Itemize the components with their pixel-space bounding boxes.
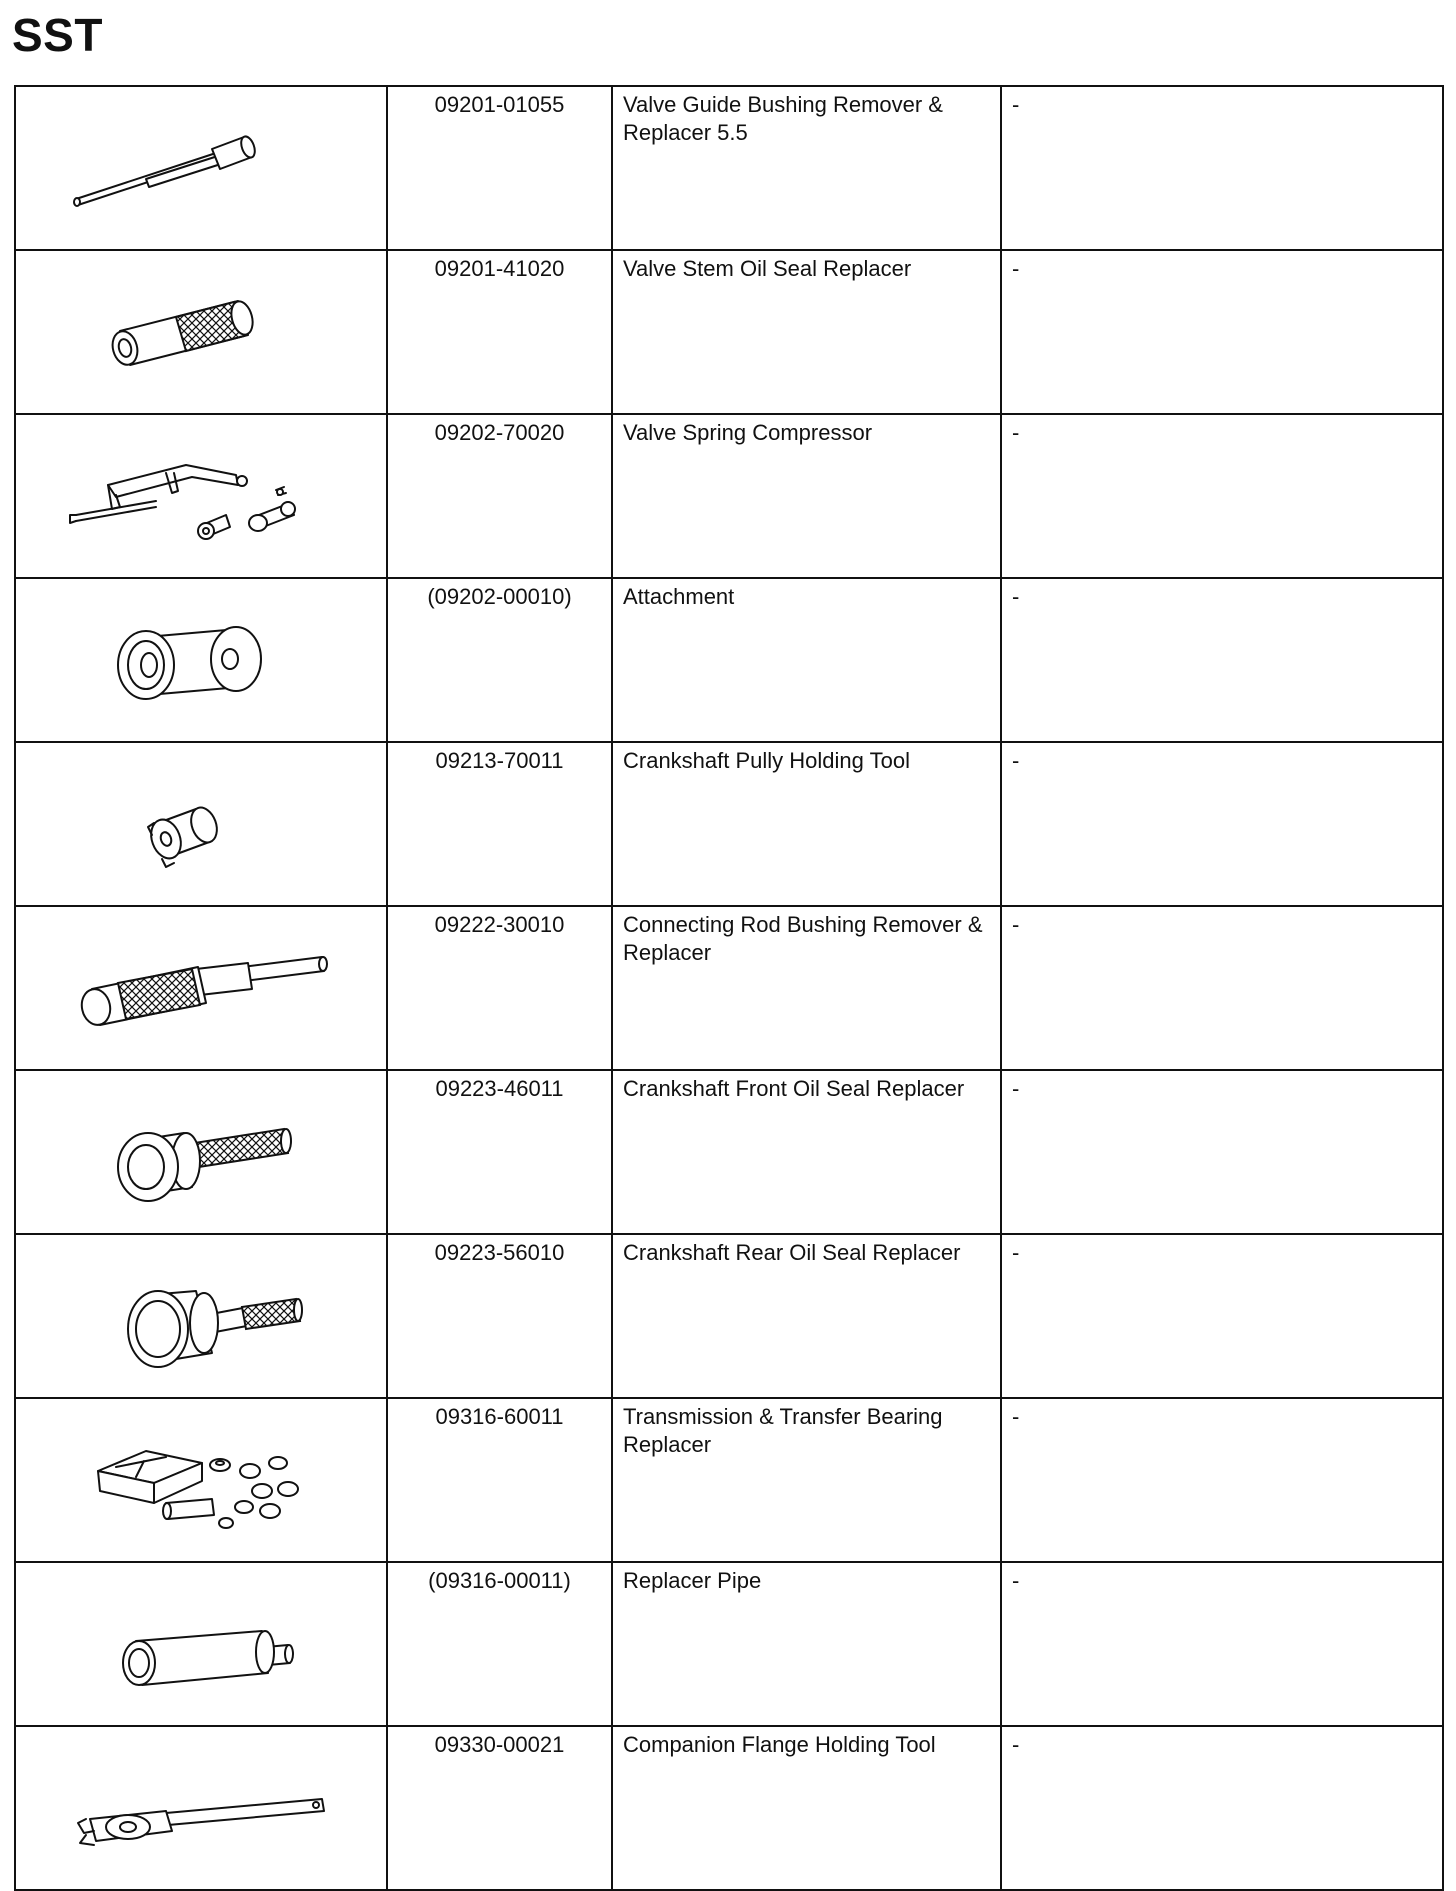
tool-name: Crankshaft Front Oil Seal Replacer <box>612 1070 1001 1234</box>
valve-guide-bushing-remover-icon <box>16 87 386 245</box>
table-row <box>15 250 1443 414</box>
tool-illustration-cell <box>15 906 387 1070</box>
attachment-icon <box>16 579 386 737</box>
page-title: SST <box>12 9 103 61</box>
table-row <box>15 1234 1443 1398</box>
part-number: 09202-70020 <box>387 414 612 578</box>
note: - <box>1001 1726 1443 1890</box>
table-row <box>15 86 1443 250</box>
part-number: 09330-00021 <box>387 1726 612 1890</box>
table-row <box>15 1398 1443 1562</box>
tool-name: Companion Flange Holding Tool <box>612 1726 1001 1890</box>
tool-illustration-cell <box>15 1726 387 1890</box>
valve-stem-oil-seal-replacer-icon <box>16 251 386 409</box>
sst-table <box>14 85 1444 1891</box>
tool-illustration-cell <box>15 578 387 742</box>
note: - <box>1001 906 1443 1070</box>
tool-illustration-cell <box>15 414 387 578</box>
note: - <box>1001 742 1443 906</box>
note: - <box>1001 1562 1443 1726</box>
tool-illustration-cell <box>15 1070 387 1234</box>
tool-illustration-cell <box>15 250 387 414</box>
crankshaft-front-oil-seal-replacer-icon <box>16 1071 386 1229</box>
crankshaft-pulley-holding-tool-icon <box>16 743 386 901</box>
connecting-rod-bushing-remover-icon <box>16 907 386 1065</box>
part-number: 09201-41020 <box>387 250 612 414</box>
table-row <box>15 1726 1443 1890</box>
table-row <box>15 578 1443 742</box>
tool-illustration-cell <box>15 742 387 906</box>
tool-illustration-cell <box>15 86 387 250</box>
part-number: 09223-46011 <box>387 1070 612 1234</box>
note: - <box>1001 250 1443 414</box>
note: - <box>1001 414 1443 578</box>
tool-name: Replacer Pipe <box>612 1562 1001 1726</box>
tool-illustration-cell <box>15 1234 387 1398</box>
tool-name: Connecting Rod Bushing Remover & Replacer <box>612 906 1001 1070</box>
note: - <box>1001 1398 1443 1562</box>
part-number: (09202-00010) <box>387 578 612 742</box>
table-row <box>15 1562 1443 1726</box>
tool-name: Valve Stem Oil Seal Replacer <box>612 250 1001 414</box>
part-number: 09223-56010 <box>387 1234 612 1398</box>
companion-flange-holding-tool-icon <box>16 1727 386 1885</box>
replacer-pipe-icon <box>16 1563 386 1721</box>
bearing-replacer-set-icon <box>16 1399 386 1557</box>
note: - <box>1001 1070 1443 1234</box>
tool-illustration-cell <box>15 1562 387 1726</box>
crankshaft-rear-oil-seal-replacer-icon <box>16 1235 386 1393</box>
part-number: (09316-00011) <box>387 1562 612 1726</box>
table-row <box>15 1070 1443 1234</box>
tool-name: Attachment <box>612 578 1001 742</box>
tool-name: Crankshaft Pully Holding Tool <box>612 742 1001 906</box>
tool-name: Valve Spring Compressor <box>612 414 1001 578</box>
tool-name: Crankshaft Rear Oil Seal Replacer <box>612 1234 1001 1398</box>
table-row <box>15 742 1443 906</box>
note: - <box>1001 1234 1443 1398</box>
valve-spring-compressor-icon <box>16 415 386 573</box>
table-row <box>15 414 1443 578</box>
part-number: 09316-60011 <box>387 1398 612 1562</box>
tool-illustration-cell <box>15 1398 387 1562</box>
note: - <box>1001 578 1443 742</box>
tool-name: Valve Guide Bushing Remover & Replacer 5.5 <box>612 86 1001 250</box>
table-row <box>15 906 1443 1070</box>
part-number: 09201-01055 <box>387 86 612 250</box>
note: - <box>1001 86 1443 250</box>
part-number: 09222-30010 <box>387 906 612 1070</box>
tool-name: Transmission & Transfer Bearing Replacer <box>612 1398 1001 1562</box>
part-number: 09213-70011 <box>387 742 612 906</box>
